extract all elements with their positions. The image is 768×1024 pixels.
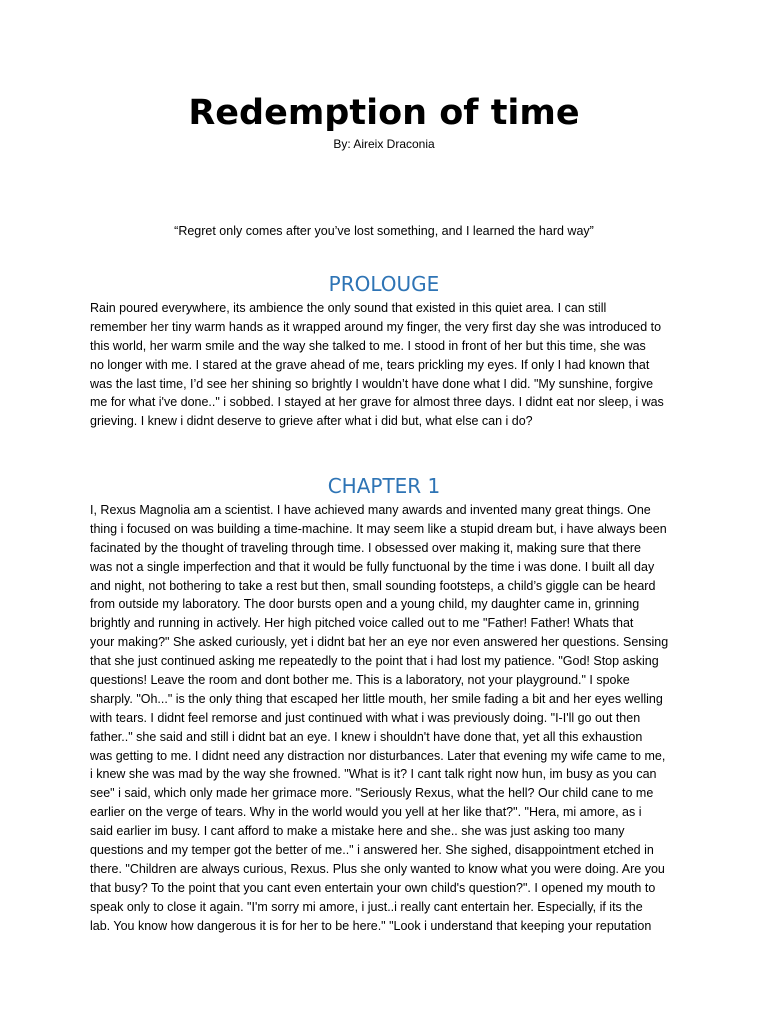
text-line: questions! Leave the room and dont bother me. This is a laboratory, not your playground." I spoke [90,673,630,688]
text-line: earlier on the verge of tears. Why in the world would you yell at her like that?". "Hera, mi amore, as i [90,805,642,820]
text-line: father.." she said and still i didnt bat an eye. I knew i shouldn't have done that, yet all this exhaustion [90,729,643,744]
text-line: see" i said, which only made her grimace more. "Seriously Rexus, what the hell? Our child cane to me [90,786,654,801]
chapter-1-heading: CHAPTER 1 [327,474,441,498]
author-byline: By: Aireix Draconia [333,137,435,151]
text-line: speak only to close it again. "I'm sorry mi amore, i just..i really cant entertain her. Especially, if its the [90,899,643,914]
text-line: no longer with me. I stared at the grave ahead of me, tears prickling my eyes. If only I had known that [90,357,650,372]
epigraph-quote: “Regret only comes after you’ve lost something, and I learned the hard way” [174,224,594,238]
text-line: lab. You know how dangerous it is for her to be here." "Look i understand that keeping your reputation [90,918,652,933]
chapter-1-paragraph [90,501,680,935]
text-line: grieving. I knew i didnt deserve to grieve after what i did but, what else can i do? [90,414,533,429]
text-line: was not a single imperfection and that it would be fully functuonal by the time i was done. I built all day [90,559,655,574]
text-line: your making?" She asked curiously, yet i didnt bat her an eye nor even answered her questions. Sensing [90,635,669,650]
text-line: this world, her warm smile and the way she talked to me. I stood in front of her but this time, she was [90,338,646,353]
text-line: there. "Children are always curious, Rexus. Plus she only wanted to know what you were doing. Are you [90,861,665,876]
text-line: said earlier im busy. I cant afford to make a mistake here and she.. she was just asking too many [90,824,625,839]
text-line: thing i focused on was building a time-machine. It may seem like a stupid dream but, i have always been [90,521,667,536]
text-line: I, Rexus Magnolia am a scientist. I have achieved many awards and invented many great things. One [90,503,651,517]
text-line: from outside my laboratory. The door bursts open and a young child, my daughter came in, grinning [90,597,640,612]
text-line: was the last time, I’d see her shining so brightly I wouldn’t have done what I did. "My sunshine, forgive [90,376,654,391]
prologue-paragraph [90,299,680,431]
text-line: was getting to me. I didnt need any distraction nor disturbances. Later that evening my wife came to me, [90,748,666,763]
text-line: facinated by the thought of traveling through time. I obsessed over making it, making sure that there [90,540,642,555]
prologue-heading: PROLOUGE [328,272,440,296]
text-line: that busy? To the point that you cant even entertain your own child's question?". I opened my mouth to [90,880,656,895]
text-line: sharply. "Oh..." is the only thing that escaped her little mouth, her smile fading a bit and her eyes welling [90,691,663,706]
document-title: Redemption of time [188,93,580,133]
text-line: with tears. I didnt feel remorse and just continued with what i was previously doing. "I-I'll go out then [90,710,641,725]
text-line: Rain poured everywhere, its ambience the only sound that existed in this quiet area. I can still [90,301,607,315]
text-line: questions and my temper got the better of me.." i answered her. She sighed, disappointment etched in [90,843,654,858]
text-line: and night, not bothering to take a rest but then, small sounding footsteps, a child’s giggle can be heard [90,578,656,593]
text-line: i knew she was mad by the way she frowned. "What is it? I cant talk right now hun, im busy as you can [90,767,657,782]
text-line: that she just continued asking me repeatedly to the point that i had lost my patience. "God! Stop asking [90,654,659,669]
text-line: brightly and running in actively. Her high pitched voice called out to me "Father! Father! Whats that [90,616,634,631]
text-line: me for what i've done.." i sobbed. I stayed at her grave for almost three days. I didnt eat nor sleep, i was [90,395,664,410]
text-line: remember her tiny warm hands as it wrapped around my finger, the very first day she was introduced to [90,319,662,334]
